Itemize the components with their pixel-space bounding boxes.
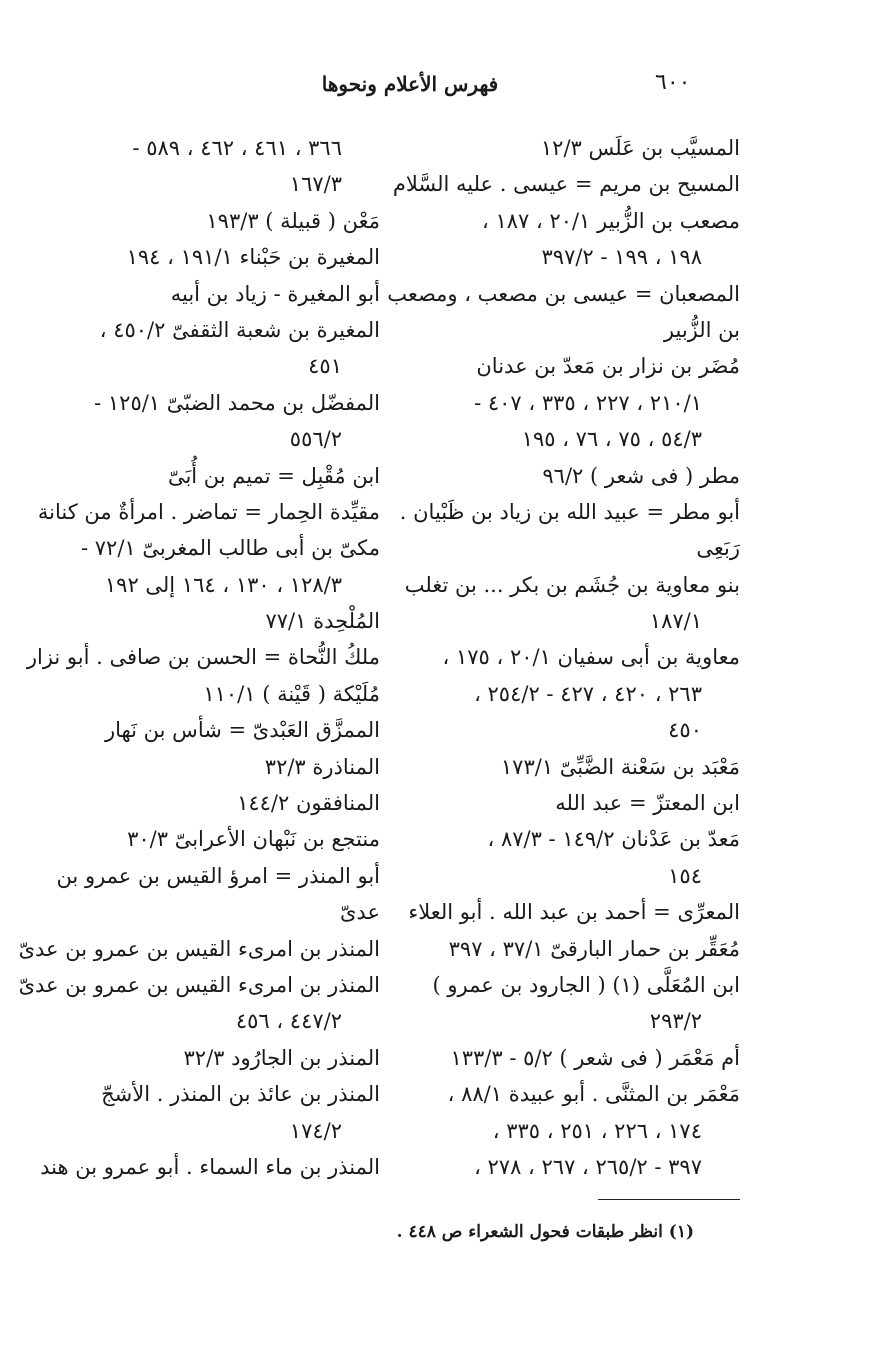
index-entry-line: ١٧٤/٢ bbox=[289, 1118, 342, 1143]
index-entry-line: المناذرة ٣٢/٣ bbox=[264, 754, 380, 779]
index-entry-line: ملكُ النُّحاة = الحسن بن صافى . أبو نزار bbox=[26, 645, 380, 670]
index-entry-line: المغيرة بن حَبْناء ١٩١/١ ، ١٩٤ bbox=[126, 245, 380, 270]
index-entry-line: ٥٥٦/٢ bbox=[289, 427, 342, 452]
index-entry-line: مقيِّدة الحِمار = تماضر . امرأةٌ من كنانة bbox=[37, 499, 380, 524]
index-entry-line: ٣٦٦ ، ٤٦١ ، ٤٦٢ ، ٥٨٩ - bbox=[132, 136, 342, 160]
index-entry-line: ١٥٤ bbox=[668, 863, 702, 888]
index-column-left bbox=[18, 130, 380, 1185]
index-entry-line: المعرِّى = أحمد بن عبد الله . أبو العلاء bbox=[408, 900, 740, 925]
index-entry-line: ابن مُقْبِل = تميم بن أُبَىّ bbox=[167, 463, 380, 488]
index-entry-line: المفضّل بن محمد الضبّىّ ١٢٥/١ - bbox=[94, 390, 380, 415]
index-entry-line: المنذر بن امرىء القيس بن عمرو بن عدىّ bbox=[18, 972, 380, 997]
index-column-right bbox=[387, 130, 740, 1185]
index-entry-line: ٢٦٣ ، ٤٢٠ ، ٤٢٧ - ٢٥٤/٢ ، bbox=[474, 681, 702, 706]
index-entry-line: ٤٥١ bbox=[308, 354, 342, 379]
index-entry-line: ١٦٧/٣ bbox=[289, 172, 342, 197]
index-entry-line: ١٨٧/١ bbox=[649, 609, 702, 634]
index-entry-line: بنو معاوية بن جُشَم بن بكر ... بن تغلب bbox=[404, 572, 740, 597]
index-entry-line: المنذر بن عائذ بن المنذر . الأشجّ bbox=[101, 1082, 380, 1107]
index-entry-line: أبو المنذر = امرؤ القيس بن عمرو بن bbox=[56, 863, 380, 888]
index-entry-line: مطر ( فى شعر ) ٩٦/٢ bbox=[542, 463, 740, 488]
index-entry-line: منتجع بن نَبْهان الأعرابىّ ٣٠/٣ bbox=[127, 827, 380, 852]
index-entry-line: مُعَقِّر بن حمار البارقىّ ٣٧/١ ، ٣٩٧ bbox=[448, 936, 740, 961]
index-entry-line: المنذر بن ماء السماء . أبو عمرو بن هند bbox=[40, 1154, 380, 1179]
index-entry-line: مُلَيْكة ( قَيْنة ) ١١٠/١ bbox=[203, 681, 380, 706]
index-entry-line: مُضَر بن نزار بن مَعدّ بن عدنان bbox=[476, 354, 740, 379]
index-entry-line: رَبَعِى bbox=[696, 536, 740, 561]
index-entry-line: ١٢٨/٣ ، ١٣٠ ، ١٦٤ إلى ١٩٢ bbox=[104, 572, 342, 597]
index-entry-line: أبو مطر = عبيد الله بن زياد بن ظَبْيان . bbox=[399, 499, 740, 524]
index-entry-line: ٤٤٧/٢ ، ٤٥٦ bbox=[235, 1009, 342, 1034]
footnote: (١) انظر طبقات فحول الشعراء ص ٤٤٨ . bbox=[396, 1222, 694, 1242]
index-entry-line: المُلْحِدة ٧٧/١ bbox=[265, 609, 380, 634]
index-entry-line: المنافقون ١٤٤/٢ bbox=[237, 791, 380, 816]
index-entry-line: ٣٩٧ - ٢٦٥/٢ ، ٢٦٧ ، ٢٧٨ ، bbox=[474, 1154, 702, 1179]
index-entry-line: المنذر بن الجارُود ٣٢/٣ bbox=[183, 1045, 380, 1070]
index-entry-line: مَعْمَر بن المثنَّى . أبو عبيدة ٨٨/١ ، bbox=[447, 1082, 740, 1107]
index-entry-line: الممزَّق العَبْدىّ = شأس بن نَهار bbox=[104, 718, 380, 743]
index-entry-line: عدىّ bbox=[340, 900, 380, 925]
index-entry-line: ١٧٤ ، ٢٢٦ ، ٢٥١ ، ٣٣٥ ، bbox=[492, 1118, 702, 1143]
index-entry-line: مصعب بن الزُّبير ٢٠/١ ، ١٨٧ ، bbox=[481, 208, 740, 233]
index-entry-line: ١٩٨ ، ١٩٩ - ٣٩٧/٢ bbox=[541, 245, 702, 270]
index-entry-line: ٥٤/٣ ، ٧٥ ، ٧٦ ، ١٩٥ bbox=[521, 427, 702, 452]
index-entry-line: المنذر بن امرىء القيس بن عمرو بن عدىّ bbox=[18, 936, 380, 961]
index-entry-line: المسيح بن مريم = عيسى . عليه السَّلام bbox=[392, 172, 740, 197]
index-entry-line: المغيرة بن شعبة الثقفىّ ٤٥٠/٢ ، bbox=[99, 317, 380, 342]
index-entry-line: ٤٥٠ bbox=[668, 718, 702, 743]
index-entry-line: معاوية بن أبى سفيان ٢٠/١ ، ١٧٥ ، bbox=[442, 645, 740, 670]
index-entry-line: مَعدّ بن عَدْنان ١٤٩/٢ - ٨٧/٣ ، bbox=[487, 827, 740, 852]
index-entry-line: ابن المُعَلَّى (١) ( الجارود بن عمرو ) bbox=[432, 972, 740, 997]
running-header: فهرس الأعلام ونحوها bbox=[321, 72, 499, 96]
index-entry-line: المسيَّب بن عَلَس ١٢/٣ bbox=[540, 136, 740, 160]
index-entry-line: بن الزُّبير bbox=[663, 317, 740, 342]
index-entry-line: مَعْبَد بن سَعْنة الضَّبِّىّ ١٧٣/١ bbox=[500, 754, 740, 779]
index-entry-line: المصعبان = عيسى بن مصعب ، ومصعب bbox=[387, 281, 740, 306]
page-number: ٦٠٠ bbox=[655, 70, 691, 95]
index-entry-line: ٢١٠/١ ، ٢٢٧ ، ٣٣٥ ، ٤٠٧ - bbox=[474, 390, 702, 415]
index-entry-line: مكىّ بن أبى طالب المغربىّ ٧٢/١ - bbox=[80, 536, 380, 561]
index-entry-line: مَعْن ( قبيلة ) ١٩٣/٣ bbox=[206, 208, 380, 233]
footnote-divider bbox=[598, 1199, 740, 1200]
index-entry-line: أم مَعْمَر ( فى شعر ) ٥/٢ - ١٣٣/٣ bbox=[450, 1045, 740, 1070]
index-entry-line: أبو المغيرة - زياد بن أبيه bbox=[170, 281, 380, 306]
index-entry-line: ٢٩٣/٢ bbox=[649, 1009, 702, 1034]
index-entry-line: ابن المعتزّ = عبد الله bbox=[555, 791, 740, 816]
